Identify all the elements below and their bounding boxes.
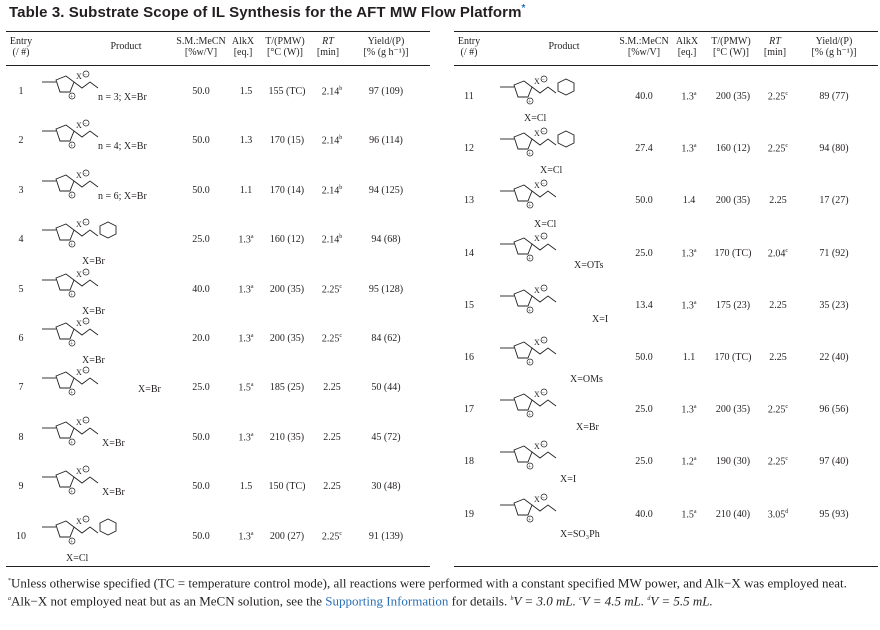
yield-productivity: 95 (128) xyxy=(368,283,404,295)
svg-text:+: + xyxy=(528,308,532,315)
svg-text:X: X xyxy=(534,285,540,295)
product-caption: X=Cl xyxy=(540,165,563,177)
sm-ratio: 50.0 xyxy=(635,195,653,207)
svg-text:X: X xyxy=(76,516,82,526)
residence-time: 2.25 xyxy=(323,481,341,493)
product-structure xyxy=(42,319,122,354)
temperature-power: 200 (35) xyxy=(269,333,305,344)
alkx-eq: 1.3$^a$ xyxy=(238,530,254,542)
svg-text:−: − xyxy=(541,390,545,397)
header-yield: Yield/(P) [% (g h⁻¹)] xyxy=(363,36,409,58)
table-row xyxy=(6,120,430,169)
residence-time: 2.25$^c$ xyxy=(321,333,343,345)
product-caption: n = 3; X=Br xyxy=(98,92,147,103)
sm-ratio: 50.0 xyxy=(192,481,210,493)
svg-text:X: X xyxy=(76,467,82,477)
yield-productivity: 96 (56) xyxy=(819,404,849,416)
sm-ratio: 27.4 xyxy=(635,143,653,155)
entry-number: 15 xyxy=(464,299,474,311)
sm-ratio: 50.0 xyxy=(635,352,653,363)
product-caption: X=SO₃Ph xyxy=(560,528,600,540)
residence-time: 2.25 xyxy=(323,431,341,443)
table-row xyxy=(454,282,878,334)
svg-text:X: X xyxy=(534,338,540,347)
temperature-power: 190 (30) xyxy=(715,456,751,468)
alkx-eq: 1.5$^a$ xyxy=(681,508,697,520)
entry-number: 4 xyxy=(18,234,24,246)
temperature-power: 160 (12) xyxy=(269,234,305,246)
svg-text:+: + xyxy=(70,341,74,348)
product-structure xyxy=(42,368,122,403)
temperature-power: 155 (TC) xyxy=(268,86,306,97)
entry-number: 1 xyxy=(18,86,24,97)
alkx-eq: 1.2$^a$ xyxy=(681,456,697,468)
sm-ratio: 25.0 xyxy=(635,456,653,468)
header-yield: Yield/(P) [% (g h⁻¹)] xyxy=(811,36,857,58)
entry-number: 18 xyxy=(464,456,474,468)
svg-text:−: − xyxy=(541,234,545,241)
svg-text:X: X xyxy=(76,269,82,279)
product-caption: X=I xyxy=(592,313,609,325)
yield-productivity: 94 (125) xyxy=(368,184,404,196)
yield-productivity: 95 (93) xyxy=(819,508,849,520)
product-structure xyxy=(500,286,580,321)
svg-text:+: + xyxy=(70,390,74,397)
svg-text:−: − xyxy=(83,418,87,425)
temperature-power: 150 (TC) xyxy=(268,481,306,493)
entry-number: 11 xyxy=(464,91,474,102)
svg-text:−: − xyxy=(83,121,87,128)
alkx-eq: 1.3$^a$ xyxy=(681,143,697,155)
svg-text:X: X xyxy=(76,72,82,81)
svg-text:+: + xyxy=(528,99,532,106)
entry-number: 17 xyxy=(464,404,474,416)
yield-productivity: 84 (62) xyxy=(371,333,401,344)
entry-number: 10 xyxy=(16,530,26,542)
residence-time: 2.25$^c$ xyxy=(321,530,343,542)
table-row xyxy=(454,177,878,229)
table-row xyxy=(454,334,878,386)
svg-text:−: − xyxy=(83,467,87,474)
alkx-eq: 1.1 xyxy=(239,184,253,196)
svg-text:X: X xyxy=(76,170,82,180)
header-sm: S.M.:MeCN [%w/V] xyxy=(619,36,669,58)
header-entry: Entry (/ #) xyxy=(9,36,33,58)
svg-text:X: X xyxy=(534,77,540,86)
svg-text:X: X xyxy=(534,494,540,504)
header-rt: RT [min] xyxy=(763,36,787,58)
product-caption: X=Br xyxy=(82,305,105,317)
entry-number: 9 xyxy=(18,481,24,493)
svg-text:X: X xyxy=(76,319,82,328)
product-caption: X=Br xyxy=(576,422,599,434)
residence-time: 2.25 xyxy=(323,382,341,394)
sm-ratio: 50.0 xyxy=(192,431,210,443)
svg-text:X: X xyxy=(76,368,82,378)
table-row xyxy=(6,516,430,565)
sm-ratio: 40.0 xyxy=(635,91,653,102)
svg-text:+: + xyxy=(528,151,532,158)
svg-text:−: − xyxy=(83,270,87,277)
svg-text:+: + xyxy=(70,143,74,150)
residence-time: 2.25$^c$ xyxy=(767,404,789,416)
svg-text:−: − xyxy=(541,442,545,449)
temperature-power: 200 (35) xyxy=(715,91,751,102)
svg-text:+: + xyxy=(528,517,532,524)
product-structure xyxy=(500,77,580,112)
svg-text:+: + xyxy=(528,360,532,367)
table-row xyxy=(6,367,430,416)
product-caption: X=Br xyxy=(82,355,105,366)
entry-number: 19 xyxy=(464,508,474,520)
alkx-eq: 1.5 xyxy=(239,86,253,97)
alkx-eq: 1.3$^a$ xyxy=(681,299,697,312)
table-row xyxy=(6,71,430,120)
alkx-eq: 1.5$^a$ xyxy=(238,382,254,394)
residence-time: 2.25 xyxy=(769,299,787,311)
product-structure xyxy=(500,495,580,530)
yield-productivity: 30 (48) xyxy=(371,481,401,493)
svg-text:−: − xyxy=(541,77,545,84)
yield-productivity: 35 (23) xyxy=(819,299,849,311)
temperature-power: 210 (35) xyxy=(269,431,305,443)
product-structure xyxy=(500,390,580,425)
yield-productivity: 50 (44) xyxy=(371,382,401,394)
residence-time: 2.14$^b$ xyxy=(321,135,343,147)
entry-number: 7 xyxy=(18,382,24,394)
right-table xyxy=(454,31,878,566)
entry-number: 14 xyxy=(464,247,474,259)
svg-text:+: + xyxy=(528,464,532,471)
yield-productivity: 45 (72) xyxy=(371,431,401,443)
yield-productivity: 71 (92) xyxy=(819,247,849,259)
sm-ratio: 13.4 xyxy=(635,299,653,311)
svg-text:X: X xyxy=(76,220,82,230)
temperature-power: 200 (35) xyxy=(269,283,305,295)
header-temp: T/(PMW) [°C (W)] xyxy=(265,36,305,58)
svg-text:−: − xyxy=(541,338,545,345)
residence-time: 2.25 xyxy=(769,195,787,207)
residence-time: 2.04$^c$ xyxy=(767,247,789,259)
table-row xyxy=(454,125,878,177)
svg-text:+: + xyxy=(528,412,532,419)
svg-text:+: + xyxy=(70,292,74,299)
sm-ratio: 50.0 xyxy=(192,184,210,196)
svg-text:−: − xyxy=(83,319,87,326)
entry-number: 8 xyxy=(18,431,24,443)
alkx-eq: 1.3$^a$ xyxy=(238,234,254,246)
svg-text:−: − xyxy=(83,72,87,79)
table-row xyxy=(6,269,430,318)
svg-text:+: + xyxy=(528,203,532,210)
temperature-power: 170 (15) xyxy=(269,135,305,147)
svg-text:+: + xyxy=(70,94,74,101)
svg-text:+: + xyxy=(70,539,74,546)
product-caption: X=I xyxy=(560,474,577,486)
entry-number: 13 xyxy=(464,195,474,207)
residence-time: 2.14$^b$ xyxy=(321,234,343,246)
product-caption: X=Br xyxy=(82,256,105,268)
header-entry: Entry (/ #) xyxy=(457,36,481,58)
temperature-power: 185 (25) xyxy=(269,382,305,394)
table-row xyxy=(454,230,878,282)
product-caption: X=Cl xyxy=(524,113,547,124)
table-row xyxy=(6,219,430,268)
entry-number: 2 xyxy=(18,135,24,147)
sm-ratio: 25.0 xyxy=(192,234,210,246)
sm-ratio: 40.0 xyxy=(192,283,210,295)
alkx-eq: 1.1 xyxy=(682,352,696,363)
header-product: Product xyxy=(110,41,142,52)
yield-productivity: 22 (40) xyxy=(819,352,849,363)
residence-time: 3.05$^d$ xyxy=(767,508,789,520)
entry-number: 5 xyxy=(18,283,24,295)
yield-productivity: 91 (139) xyxy=(368,530,404,542)
svg-text:X: X xyxy=(76,417,82,427)
alkx-eq: 1.4 xyxy=(682,195,696,207)
product-structure xyxy=(42,517,122,552)
temperature-power: 170 (TC) xyxy=(714,247,752,259)
sm-ratio: 25.0 xyxy=(635,247,653,259)
temperature-power: 200 (27) xyxy=(269,530,305,542)
header-temp: T/(PMW) [°C (W)] xyxy=(711,36,751,58)
residence-time: 2.14$^b$ xyxy=(321,184,343,197)
header-sm: S.M.:MeCN [%w/V] xyxy=(176,36,226,58)
sm-ratio: 25.0 xyxy=(635,404,653,416)
entry-number: 12 xyxy=(464,143,474,155)
yield-productivity: 94 (80) xyxy=(819,143,849,155)
product-structure xyxy=(500,129,580,164)
temperature-power: 160 (12) xyxy=(715,143,751,155)
svg-text:−: − xyxy=(541,181,545,188)
svg-text:+: + xyxy=(70,242,74,249)
yield-productivity: 94 (68) xyxy=(371,234,401,246)
temperature-power: 210 (40) xyxy=(715,508,751,520)
alkx-eq: 1.3$^a$ xyxy=(238,283,254,295)
yield-productivity: 89 (77) xyxy=(819,91,849,102)
svg-text:X: X xyxy=(534,442,540,452)
svg-text:−: − xyxy=(541,286,545,293)
table-row xyxy=(6,170,430,219)
product-caption: n = 6; X=Br xyxy=(98,190,147,202)
table-title: Table 3. Substrate Scope of IL Synthesis for the AFT MW Flow Platform* xyxy=(9,3,526,21)
residence-time: 2.25$^c$ xyxy=(321,283,343,295)
table-row xyxy=(454,386,878,438)
residence-time: 2.14$^b$ xyxy=(321,86,343,98)
product-caption: X=Br xyxy=(102,487,125,499)
residence-time: 2.25$^c$ xyxy=(767,143,789,155)
svg-text:+: + xyxy=(528,256,532,263)
svg-text:−: − xyxy=(541,129,545,136)
header-rt: RT [min] xyxy=(316,36,340,58)
temperature-power: 200 (35) xyxy=(715,195,751,207)
temperature-power: 175 (23) xyxy=(715,299,751,311)
table-row xyxy=(6,466,430,515)
product-structure xyxy=(500,442,580,477)
header-alkx: AlkX [eq.] xyxy=(675,36,699,58)
yield-productivity: 97 (109) xyxy=(368,86,404,97)
svg-text:X: X xyxy=(534,233,540,243)
svg-text:X: X xyxy=(534,390,540,400)
alkx-eq: 1.3$^a$ xyxy=(238,431,254,444)
svg-text:+: + xyxy=(70,193,74,200)
table-row xyxy=(6,417,430,466)
alkx-eq: 1.3$^a$ xyxy=(681,91,697,103)
left-table xyxy=(6,31,430,566)
table-footnote: *Unless otherwise specified (TC = temperature control mode), all reactions were performed with a constant specified MW power, and Alk−X was employed neat. $^a$Alk−X not employed neat but as an MeCN solution, see the Supporting Information for details. $^b$V = 3.0 mL. $^c$V = 4.5 mL. $^d$V = 5.5 mL. xyxy=(8,575,847,609)
yield-productivity: 17 (27) xyxy=(819,195,849,207)
alkx-eq: 1.3$^a$ xyxy=(681,247,697,259)
table-row xyxy=(6,318,430,367)
sm-ratio: 40.0 xyxy=(635,508,653,520)
alkx-eq: 1.3$^a$ xyxy=(681,404,697,416)
yield-productivity: 97 (40) xyxy=(819,456,849,468)
product-structure xyxy=(500,338,580,373)
product-caption: X=Cl xyxy=(66,552,89,564)
temperature-power: 170 (TC) xyxy=(714,352,752,363)
product-caption: X=Cl xyxy=(534,219,557,231)
sm-ratio: 50.0 xyxy=(192,135,210,147)
sm-ratio: 20.0 xyxy=(192,333,210,344)
product-structure xyxy=(500,234,580,269)
svg-text:+: + xyxy=(70,440,74,447)
temperature-power: 200 (35) xyxy=(715,404,751,416)
table-row xyxy=(454,491,878,543)
sm-ratio: 25.0 xyxy=(192,382,210,394)
product-caption: X=Br xyxy=(102,437,125,449)
entry-number: 3 xyxy=(18,184,24,196)
alkx-eq: 1.3 xyxy=(239,135,253,147)
product-caption: n = 4; X=Br xyxy=(98,141,147,153)
residence-time: 2.25$^c$ xyxy=(767,91,789,103)
svg-text:X: X xyxy=(76,121,82,131)
temperature-power: 170 (14) xyxy=(269,184,305,196)
alkx-eq: 1.5 xyxy=(239,481,253,493)
product-caption: X=OMs xyxy=(570,374,603,385)
entry-number: 6 xyxy=(18,333,24,344)
entry-number: 16 xyxy=(464,352,474,363)
product-caption: X=OTs xyxy=(574,259,604,271)
svg-text:−: − xyxy=(83,368,87,375)
table-row xyxy=(454,73,878,125)
product-caption: X=Br xyxy=(138,384,161,396)
alkx-eq: 1.3$^a$ xyxy=(238,333,254,345)
product-structure xyxy=(42,270,122,305)
svg-text:−: − xyxy=(83,220,87,227)
svg-text:−: − xyxy=(83,171,87,178)
product-structure xyxy=(500,181,580,216)
residence-time: 2.25$^c$ xyxy=(767,456,789,468)
yield-productivity: 96 (114) xyxy=(369,135,403,147)
svg-text:X: X xyxy=(534,129,540,139)
svg-text:X: X xyxy=(534,181,540,191)
svg-text:+: + xyxy=(70,489,74,496)
product-structure xyxy=(42,220,122,255)
header-product: Product xyxy=(548,41,580,52)
residence-time: 2.25 xyxy=(769,352,787,363)
svg-text:−: − xyxy=(83,517,87,524)
sm-ratio: 50.0 xyxy=(192,530,210,542)
table-row xyxy=(454,438,878,490)
svg-text:−: − xyxy=(541,495,545,502)
header-alkx: AlkX [eq.] xyxy=(231,36,255,58)
sm-ratio: 50.0 xyxy=(192,86,210,97)
supporting-information-link[interactable]: Supporting Information xyxy=(325,593,449,609)
